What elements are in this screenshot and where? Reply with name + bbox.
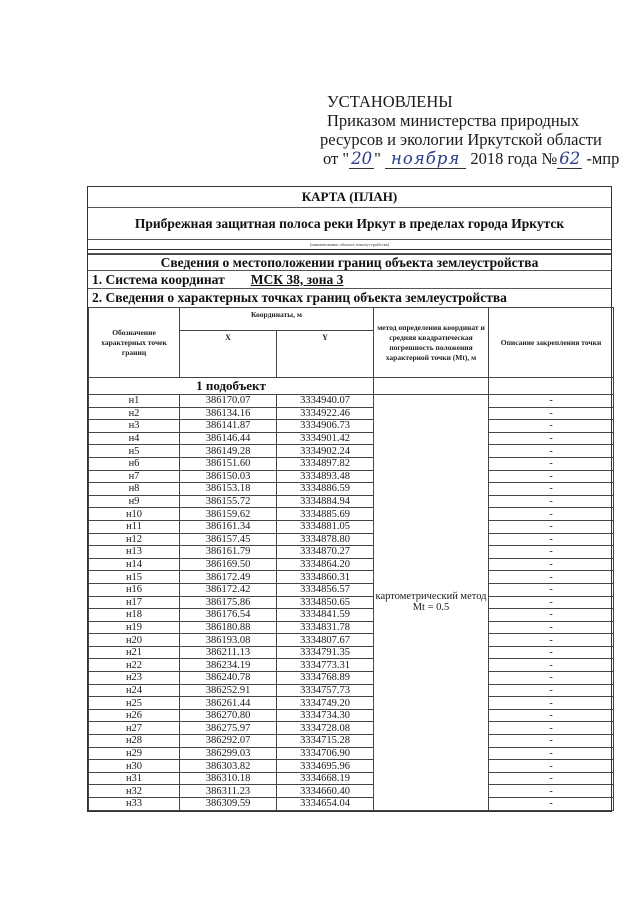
card-title: КАРТА (ПЛАН) — [88, 187, 611, 208]
table-row — [89, 571, 614, 584]
coord-x: 386176.54 — [180, 609, 277, 622]
coord-x: 386310.18 — [180, 772, 277, 785]
point-description: - — [489, 672, 614, 685]
point-name: н7 — [89, 470, 180, 483]
point-name: н16 — [89, 583, 180, 596]
coord-y: 3334886.59 — [277, 483, 374, 496]
point-name: н19 — [89, 621, 180, 634]
table-row — [89, 508, 614, 521]
coord-x: 386234.19 — [180, 659, 277, 672]
coord-x: 386146.44 — [180, 432, 277, 445]
table-row — [89, 483, 614, 496]
point-description: - — [489, 646, 614, 659]
coord-y: 3334906.73 — [277, 420, 374, 433]
point-description: - — [489, 659, 614, 672]
coord-y: 3334870.27 — [277, 546, 374, 559]
coord-y: 3334885.69 — [277, 508, 374, 521]
table-row — [89, 583, 614, 596]
coord-y: 3334831.78 — [277, 621, 374, 634]
coord-x: 386211.13 — [180, 646, 277, 659]
table-row — [89, 457, 614, 470]
table-row — [89, 659, 614, 672]
point-name: н2 — [89, 407, 180, 420]
handwritten-day: 20 — [351, 149, 373, 168]
boundary-points-table — [88, 307, 614, 811]
coord-y: 3334668.19 — [277, 772, 374, 785]
coord-x: 386169.50 — [180, 558, 277, 571]
table-row — [89, 760, 614, 773]
point-name: н22 — [89, 659, 180, 672]
coord-x: 386155.72 — [180, 495, 277, 508]
point-description: - — [489, 596, 614, 609]
coord-y: 3334728.08 — [277, 722, 374, 735]
coord-x: 386240.78 — [180, 672, 277, 685]
coord-x: 386311.23 — [180, 785, 277, 798]
table-row — [89, 596, 614, 609]
coord-x: 386153.18 — [180, 483, 277, 496]
header-y: Y — [277, 331, 374, 378]
point-name: н33 — [89, 798, 180, 811]
coord-y: 3334856.57 — [277, 583, 374, 596]
coord-x: 386299.03 — [180, 747, 277, 760]
point-description: - — [489, 697, 614, 710]
point-description: - — [489, 495, 614, 508]
coord-y: 3334654.04 — [277, 798, 374, 811]
coord-y: 3334791.35 — [277, 646, 374, 659]
date-quote: " — [374, 149, 381, 168]
approval-heading: УСТАНОВЛЕНЫ — [327, 92, 453, 111]
coordinate-system-value: МСК 38, зона 3 — [250, 271, 344, 287]
point-description: - — [489, 546, 614, 559]
table-row — [89, 772, 614, 785]
coord-y: 3334901.42 — [277, 432, 374, 445]
approval-order-line: Приказом министерства природных — [327, 111, 580, 130]
coord-y: 3334734.30 — [277, 709, 374, 722]
coord-y: 3334757.73 — [277, 684, 374, 697]
table-row — [89, 432, 614, 445]
table-row — [89, 785, 614, 798]
object-name: Прибрежная защитная полоса реки Иркут в пределах города Иркутск — [88, 208, 611, 240]
point-description: - — [489, 684, 614, 697]
table-row — [89, 445, 614, 458]
point-description: - — [489, 520, 614, 533]
point-description: - — [489, 395, 614, 408]
section-title: Сведения о местоположении границ объекта землеустройства — [88, 254, 611, 271]
object-name-caption: (наименование объекта землеустройства) — [88, 240, 611, 250]
point-description: - — [489, 420, 614, 433]
coord-y: 3334807.67 — [277, 634, 374, 647]
point-name: н21 — [89, 646, 180, 659]
point-name: н27 — [89, 722, 180, 735]
point-name: н3 — [89, 420, 180, 433]
point-name: н13 — [89, 546, 180, 559]
coord-x: 386161.34 — [180, 520, 277, 533]
coord-x: 386292.07 — [180, 735, 277, 748]
coord-y: 3334660.40 — [277, 785, 374, 798]
table-row — [89, 735, 614, 748]
coord-y: 3334881.05 — [277, 520, 374, 533]
table-row — [89, 609, 614, 622]
table-row — [89, 646, 614, 659]
coord-x: 386151.60 — [180, 457, 277, 470]
point-name: н32 — [89, 785, 180, 798]
coord-x: 386172.42 — [180, 583, 277, 596]
header-coordinates: Координаты, м — [180, 308, 374, 331]
table-row — [89, 672, 614, 685]
point-description: - — [489, 785, 614, 798]
coord-x: 386149.28 — [180, 445, 277, 458]
coord-x: 386150.03 — [180, 470, 277, 483]
subobject-method-cell — [374, 378, 489, 395]
table-row — [89, 558, 614, 571]
point-name: н26 — [89, 709, 180, 722]
point-name: н20 — [89, 634, 180, 647]
point-name: н30 — [89, 760, 180, 773]
point-name: н12 — [89, 533, 180, 546]
handwritten-month: ноября — [385, 149, 466, 169]
approval-stamp — [320, 92, 620, 168]
point-description: - — [489, 470, 614, 483]
coord-x: 386141.87 — [180, 420, 277, 433]
table-row — [89, 470, 614, 483]
table-row — [89, 407, 614, 420]
point-name: н31 — [89, 772, 180, 785]
coord-x: 386159.62 — [180, 508, 277, 521]
point-name: н5 — [89, 445, 180, 458]
coord-y: 3334897.82 — [277, 457, 374, 470]
point-description: - — [489, 483, 614, 496]
point-description: - — [489, 722, 614, 735]
point-name: н1 — [89, 395, 180, 408]
table-row — [89, 722, 614, 735]
point-description: - — [489, 558, 614, 571]
coord-y: 3334893.48 — [277, 470, 374, 483]
point-description: - — [489, 747, 614, 760]
point-name: н28 — [89, 735, 180, 748]
point-name: н17 — [89, 596, 180, 609]
point-name: н23 — [89, 672, 180, 685]
coord-y: 3334715.28 — [277, 735, 374, 748]
table-row — [89, 709, 614, 722]
point-description: - — [489, 583, 614, 596]
coord-y: 3334773.31 — [277, 659, 374, 672]
coord-y: 3334706.90 — [277, 747, 374, 760]
point-description: - — [489, 432, 614, 445]
header-point: Обозначение характерных точек границ — [89, 308, 180, 378]
coordinate-system-label: 1. Система координат — [92, 271, 225, 287]
table-row — [89, 420, 614, 433]
point-name: н18 — [89, 609, 180, 622]
coord-y: 3334749.20 — [277, 697, 374, 710]
table-row — [89, 684, 614, 697]
point-description: - — [489, 508, 614, 521]
coord-x: 386161.79 — [180, 546, 277, 559]
order-suffix: -мпр — [586, 149, 620, 168]
points-section-title: 2. Сведения о характерных точках границ объекта землеустройства — [92, 290, 507, 305]
approval-date-line — [320, 149, 620, 168]
point-name: н14 — [89, 558, 180, 571]
coord-x: 386170.07 — [180, 395, 277, 408]
coord-y: 3334850.65 — [277, 596, 374, 609]
subobject-desc-cell — [489, 378, 614, 395]
point-description: - — [489, 457, 614, 470]
table-row — [89, 747, 614, 760]
table-row — [89, 798, 614, 811]
coord-y: 3334768.89 — [277, 672, 374, 685]
coord-y: 3334878.80 — [277, 533, 374, 546]
point-name: н11 — [89, 520, 180, 533]
table-row — [89, 395, 614, 408]
point-description: - — [489, 445, 614, 458]
coord-x: 386180.88 — [180, 621, 277, 634]
point-name: н25 — [89, 697, 180, 710]
table-row — [89, 621, 614, 634]
coord-x: 386309.59 — [180, 798, 277, 811]
subobject-row — [89, 378, 614, 395]
table-row — [89, 533, 614, 546]
table-row — [89, 546, 614, 559]
header-description: Описание закрепления точки — [489, 308, 614, 378]
point-description: - — [489, 571, 614, 584]
coord-y: 3334860.31 — [277, 571, 374, 584]
coord-x: 386303.82 — [180, 760, 277, 773]
map-plan-card — [87, 186, 612, 812]
coord-x: 386252.91 — [180, 684, 277, 697]
point-description: - — [489, 709, 614, 722]
coord-y: 3334884.94 — [277, 495, 374, 508]
coord-y: 3334922.46 — [277, 407, 374, 420]
coord-x: 386193.08 — [180, 634, 277, 647]
subobject-label: 1 подобъект — [89, 378, 374, 395]
coord-x: 386275.97 — [180, 722, 277, 735]
coordinate-system-row — [88, 271, 611, 289]
method-cell: картометрический метод Mt = 0.5 — [374, 395, 489, 811]
header-x: X — [180, 331, 277, 378]
coord-x: 386157.45 — [180, 533, 277, 546]
point-name: н9 — [89, 495, 180, 508]
approval-ministry-line: ресурсов и экологии Иркутской области — [320, 130, 602, 149]
point-name: н24 — [89, 684, 180, 697]
point-name: н6 — [89, 457, 180, 470]
point-description: - — [489, 634, 614, 647]
point-name: н4 — [89, 432, 180, 445]
table-row — [89, 520, 614, 533]
table-row — [89, 697, 614, 710]
point-description: - — [489, 772, 614, 785]
coord-y: 3334695.96 — [277, 760, 374, 773]
coord-y: 3334841.59 — [277, 609, 374, 622]
point-description: - — [489, 609, 614, 622]
point-description: - — [489, 407, 614, 420]
coord-x: 386134.16 — [180, 407, 277, 420]
point-description: - — [489, 533, 614, 546]
point-description: - — [489, 735, 614, 748]
point-name: н10 — [89, 508, 180, 521]
table-row — [89, 634, 614, 647]
coord-x: 386270.80 — [180, 709, 277, 722]
coord-y: 3334864.20 — [277, 558, 374, 571]
handwritten-order-number: 62 — [559, 149, 581, 168]
coord-y: 3334940.07 — [277, 395, 374, 408]
coord-x: 386172.49 — [180, 571, 277, 584]
point-description: - — [489, 760, 614, 773]
point-description: - — [489, 621, 614, 634]
header-method: метод определения координат и средняя квадратическая погрешность положения характерной точки (Mt), м — [374, 308, 489, 378]
date-prefix: от " — [323, 149, 350, 168]
coord-y: 3334902.24 — [277, 445, 374, 458]
date-year: 2018 года № — [470, 149, 558, 168]
point-name: н15 — [89, 571, 180, 584]
coord-x: 386175.86 — [180, 596, 277, 609]
coord-x: 386261.44 — [180, 697, 277, 710]
point-name: н8 — [89, 483, 180, 496]
point-description: - — [489, 798, 614, 811]
point-name: н29 — [89, 747, 180, 760]
table-row — [89, 495, 614, 508]
